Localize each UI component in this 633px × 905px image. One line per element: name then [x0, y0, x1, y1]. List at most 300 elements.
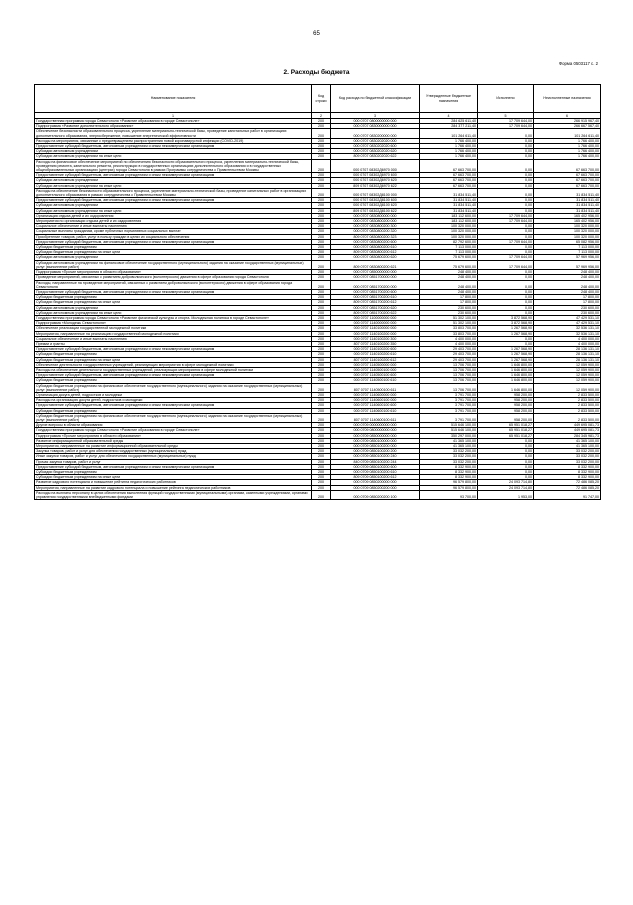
row-name-cell: Субсидии автономным учреждениям — [35, 149, 312, 154]
column-header-name: Наименование показателя — [35, 85, 312, 113]
row-approved-cell: 1 766 400,00 — [420, 149, 478, 154]
table-row — [35, 433, 601, 438]
row-name-cell: Государственная программа города Севастополя «Развитие образования в городе Севастополе» — [35, 119, 312, 124]
row-line-code-cell: 200 — [312, 444, 331, 449]
row-name-cell: Подпрограмма «Прочие мероприятия в области образования» — [35, 270, 312, 275]
row-executed-cell: 0,00 — [478, 280, 534, 289]
row-approved-cell: 8 332 900,00 — [420, 470, 478, 475]
row-line-code-cell: 200 — [312, 289, 331, 294]
row-unexecuted-cell: 33 032 200,00 — [534, 449, 601, 454]
row-unexecuted-cell: 67 663 700,00 — [534, 159, 601, 173]
table-row — [35, 383, 601, 392]
row-line-code-cell: 200 — [312, 459, 331, 464]
row-unexecuted-cell: 67 663 700,00 — [534, 178, 601, 183]
row-unexecuted-cell: 248 400,00 — [534, 275, 601, 280]
row-name-cell: Субсидии бюджетным учреждениям на финансовое обеспечение государственного (муниципального) задания на оказание государственных (муниципальных) услуг (выполнение работ) — [35, 383, 312, 392]
row-approved-cell: 13 706 700,00 — [420, 383, 478, 392]
row-executed-cell: 958 200,00 — [478, 408, 534, 413]
row-approved-cell: 17 800,00 — [420, 295, 478, 300]
row-approved-cell: 75 679 600,00 — [420, 260, 478, 269]
row-approved-cell: 93 700,00 — [420, 490, 478, 499]
row-executed-cell: 958 200,00 — [478, 398, 534, 403]
row-unexecuted-cell: 12 059 900,00 — [534, 373, 601, 378]
row-budget-code-cell: 000 0707 08302Д8100 000 — [331, 188, 420, 197]
row-name-cell: Организация отдыха детей и их оздоровления — [35, 213, 312, 218]
table-row — [35, 413, 601, 422]
row-line-code-cell: 200 — [312, 392, 331, 397]
column-header-executed: Исполнено — [478, 85, 534, 113]
row-line-code-cell: 200 — [312, 234, 331, 239]
row-name-cell: Субсидии бюджетным учреждениям на иные цели — [35, 475, 312, 480]
row-name-cell: Мероприятия, направленные на реализацию государственной молодежной политики — [35, 331, 312, 336]
row-budget-code-cell: 000 0707 0851700000 000 — [331, 275, 420, 280]
row-executed-cell: 17 709 644,00 — [478, 213, 534, 218]
row-executed-cell: 0,00 — [478, 198, 534, 203]
row-budget-code-cell: 000 0707 08302Д8100 600 — [331, 198, 420, 203]
row-budget-code-cell: 000 0709 0850100200 240 — [331, 454, 420, 459]
row-budget-code-cell: 000 0707 1140100200 600 — [331, 347, 420, 352]
row-executed-cell: 1 646 800,00 — [478, 383, 534, 392]
column-index: 2 — [312, 113, 331, 119]
row-name-cell: Расходы на мероприятия, связанные с предотвращением распространения новой коронавирусной инфекции (COVID-2019) — [35, 138, 312, 143]
row-unexecuted-cell: 57 969 956,00 — [534, 260, 601, 269]
row-unexecuted-cell: 1 766 400,00 — [534, 144, 601, 149]
row-budget-code-cell: 000 0709 0800000000 000 — [331, 428, 420, 433]
row-budget-code-cell: 000 0707 1140500100 000 — [331, 367, 420, 372]
row-executed-cell: 0,00 — [478, 154, 534, 159]
row-name-cell: Предоставление субсидий бюджетным, автономным учреждениям и иным некоммерческим организациям — [35, 403, 312, 408]
row-name-cell: Приобретение товаров, работ, услуг в пользу граждан в целях их социального обеспечения — [35, 234, 312, 239]
row-approved-cell: 33 032 200,00 — [420, 454, 478, 459]
row-executed-cell: 0,00 — [478, 173, 534, 178]
row-unexecuted-cell: 72 486 085,20 — [534, 480, 601, 485]
row-executed-cell: 3 872 568,90 — [478, 321, 534, 326]
row-name-cell: Развитие кадрового потенциала и повышение рейтинга педагогических работников — [35, 480, 312, 485]
row-executed-cell: 0,00 — [478, 464, 534, 469]
row-budget-code-cell: 000 0707 1140500100 600 — [331, 373, 420, 378]
row-name-cell: Предоставление субсидий бюджетным, автономным учреждениям и иным некоммерческим организациям — [35, 239, 312, 244]
table-row — [35, 188, 601, 197]
row-unexecuted-cell: 4 400 000,00 — [534, 341, 601, 346]
row-line-code-cell: 200 — [312, 485, 331, 490]
row-name-cell: Подпрограмма «Прочие мероприятия в области образования» — [35, 433, 312, 438]
row-budget-code-cell: 000 0707 1140600100 610 — [331, 408, 420, 413]
row-budget-code-cell: 000 0707 1140600100 000 — [331, 398, 420, 403]
row-budget-code-cell: 807 0707 1140500100 611 — [331, 383, 420, 392]
row-unexecuted-cell: 8 332 900,00 — [534, 470, 601, 475]
row-name-cell: Обеспечение деятельности государственных учреждений, реализующих мероприятия в сфере молодежной политики — [35, 362, 312, 367]
row-unexecuted-cell: 1 766 400,00 — [534, 154, 601, 159]
row-line-code-cell: 200 — [312, 203, 331, 208]
table-row — [35, 119, 601, 124]
row-unexecuted-cell: 449 695 081,73 — [534, 423, 601, 428]
row-unexecuted-cell: 67 663 700,00 — [534, 183, 601, 188]
row-unexecuted-cell: 31 834 511,40 — [534, 203, 601, 208]
row-approved-cell: 96 579 800,00 — [420, 485, 478, 490]
row-executed-cell: 17 709 644,00 — [478, 260, 534, 269]
row-line-code-cell: 200 — [312, 347, 331, 352]
row-name-cell: Предоставление субсидий бюджетным, автономным учреждениям и иным некоммерческим организациям — [35, 347, 312, 352]
row-approved-cell: 51 302 100,00 — [420, 315, 478, 320]
row-line-code-cell: 200 — [312, 138, 331, 143]
row-approved-cell: 82 792 600,00 — [420, 239, 478, 244]
table-row — [35, 280, 601, 289]
row-name-cell: Прочая закупка товаров, работ и услуг — [35, 459, 312, 464]
row-approved-cell: 33 803 700,00 — [420, 326, 478, 331]
row-budget-code-cell: 000 0707 1140500000 000 — [331, 362, 420, 367]
row-name-cell: Закупка товаров, работ и услуг для обеспечения государственных (муниципальных) нужд — [35, 449, 312, 454]
row-approved-cell: 8 332 900,00 — [420, 464, 478, 469]
row-name-cell: Другие вопросы в области образования — [35, 423, 312, 428]
row-name-cell: Обеспечение безопасности образовательного процесса, укрепление материально-технической базы, проведение капитальных работ в организациях дополнительного образования, энергосбережение, повышение энергетической эффективности — [35, 129, 312, 138]
row-unexecuted-cell: 4 400 000,00 — [534, 336, 601, 341]
row-executed-cell: 0,00 — [478, 336, 534, 341]
row-budget-code-cell: 000 0707 0830202020 000 — [331, 138, 420, 143]
row-budget-code-cell: 809 0707 0830202020 622 — [331, 154, 420, 159]
row-unexecuted-cell: 28 136 131,10 — [534, 357, 601, 362]
row-executed-cell: 17 709 644,00 — [478, 255, 534, 260]
row-budget-code-cell: 000 0709 0850100200 610 — [331, 470, 420, 475]
row-executed-cell: 958 200,00 — [478, 403, 534, 408]
column-index: 3 — [331, 113, 420, 119]
row-approved-cell: 100 320 000,00 — [420, 234, 478, 239]
row-approved-cell: 13 706 700,00 — [420, 373, 478, 378]
row-executed-cell: 0,00 — [478, 178, 534, 183]
row-executed-cell: 3 872 568,90 — [478, 315, 534, 320]
row-line-code-cell: 200 — [312, 149, 331, 154]
row-line-code-cell: 200 — [312, 213, 331, 218]
row-name-cell: Расходы на обеспечение безопасности образовательного процесса, укрепление материально-технической базы, проведение капитальных работ в организациях дополнительного образования в рамках сотрудничества с Правительством Москвы — [35, 188, 312, 197]
row-unexecuted-cell: 1 766 400,00 — [534, 138, 601, 143]
row-name-cell: Социальное обеспечение и иные выплаты населению — [35, 224, 312, 229]
row-line-code-cell: 200 — [312, 280, 331, 289]
row-unexecuted-cell: 248 400,00 — [534, 270, 601, 275]
section-title: 2. Расходы бюджета — [283, 69, 350, 76]
table-row — [35, 124, 601, 129]
row-line-code-cell: 200 — [312, 310, 331, 315]
row-name-cell: Субсидии бюджетным учреждениям на иные цели — [35, 250, 312, 255]
row-name-cell: Предоставление субсидий бюджетным, автономным учреждениям и иным некоммерческим организациям — [35, 198, 312, 203]
table-row — [35, 398, 601, 403]
row-unexecuted-cell: 47 429 531,10 — [534, 315, 601, 320]
row-budget-code-cell: 000 0709 0850100200 600 — [331, 464, 420, 469]
row-line-code-cell: 200 — [312, 326, 331, 331]
row-unexecuted-cell: 101 264 611,40 — [534, 129, 601, 138]
table-row — [35, 260, 601, 269]
row-executed-cell: 1 267 568,90 — [478, 331, 534, 336]
row-budget-code-cell: 000 0709 0850100000 000 — [331, 438, 420, 443]
row-line-code-cell: 200 — [312, 480, 331, 485]
row-name-cell: Субсидии автономным учреждениям на финансовое обеспечение государственного (муниципального) задания на оказание государственных (муниципальных) услуг (выполнение работ) — [35, 260, 312, 269]
row-name-cell: Обеспечение реализации государственной молодежной политики — [35, 326, 312, 331]
row-name-cell: Подпрограмма «Развитие дополнительного образования» — [35, 124, 312, 129]
row-executed-cell: 17 709 644,00 — [478, 239, 534, 244]
row-unexecuted-cell: 165 402 956,00 — [534, 213, 601, 218]
row-line-code-cell: 200 — [312, 403, 331, 408]
row-unexecuted-cell: 1 766 400,00 — [534, 149, 601, 154]
row-budget-code-cell: 000 0707 0851700200 600 — [331, 289, 420, 294]
row-executed-cell: 0,00 — [478, 305, 534, 310]
row-executed-cell: 0,00 — [478, 234, 534, 239]
column-index: 6 — [534, 113, 601, 119]
table-header-row — [35, 85, 601, 113]
column-index: 5 — [478, 113, 534, 119]
row-line-code-cell: 200 — [312, 352, 331, 357]
row-approved-cell: 248 400,00 — [420, 289, 478, 294]
row-budget-code-cell: 000 0707 0800000000 000 — [331, 119, 420, 124]
row-budget-code-cell: 000 0707 1140100200 000 — [331, 331, 420, 336]
page-number: 65 — [313, 31, 320, 37]
row-executed-cell: 0,00 — [478, 245, 534, 250]
row-unexecuted-cell: 2 833 500,00 — [534, 403, 601, 408]
row-executed-cell: 0,00 — [478, 149, 534, 154]
row-line-code-cell: 200 — [312, 454, 331, 459]
row-approved-cell: 183 112 600,00 — [420, 213, 478, 218]
row-line-code-cell: 200 — [312, 321, 331, 326]
row-budget-code-cell: 000 0707 0830202020 620 — [331, 149, 420, 154]
row-unexecuted-cell: 72 486 085,20 — [534, 485, 601, 490]
row-approved-cell: 29 403 700,00 — [420, 347, 478, 352]
table-row — [35, 392, 601, 397]
row-budget-code-cell: 807 0707 1140100200 350 — [331, 341, 420, 346]
row-unexecuted-cell: 2 833 500,00 — [534, 408, 601, 413]
row-name-cell: Предоставление субсидий бюджетным, автономным учреждениям и иным некоммерческим организациям — [35, 464, 312, 469]
row-budget-code-cell: 000 0707 0830800200 300 — [331, 224, 420, 229]
row-budget-code-cell: 809 0707 0830800200 323 — [331, 234, 420, 239]
row-executed-cell: 17 709 644,00 — [478, 119, 534, 124]
row-approved-cell: 33 032 200,00 — [420, 459, 478, 464]
row-budget-code-cell: 000 0709 0850200200 100 — [331, 490, 420, 499]
column-index: 4 — [420, 113, 478, 119]
row-name-cell: Подпрограмма «Молодежь Севастополя» — [35, 321, 312, 326]
row-name-cell: Субсидии автономным учреждениям на иные цели — [35, 208, 312, 213]
row-line-code-cell: 200 — [312, 198, 331, 203]
row-approved-cell: 13 706 700,00 — [420, 367, 478, 372]
row-approved-cell: 230 600,00 — [420, 310, 478, 315]
row-unexecuted-cell: 248 400,00 — [534, 280, 601, 289]
row-line-code-cell: 200 — [312, 159, 331, 173]
column-header-line-code: Код строки — [312, 85, 331, 113]
row-unexecuted-cell: 230 600,00 — [534, 310, 601, 315]
row-budget-code-cell: 000 0707 0830202020 600 — [331, 144, 420, 149]
row-executed-cell: 0,00 — [478, 475, 534, 480]
row-unexecuted-cell: 17 800,00 — [534, 295, 601, 300]
row-executed-cell: 0,00 — [478, 470, 534, 475]
row-executed-cell: 0,00 — [478, 300, 534, 305]
row-name-cell: Мероприятия, направленные на развитие информационной образовательной среды — [35, 444, 312, 449]
row-budget-code-cell: 809 0709 0850100200 612 — [331, 475, 420, 480]
row-line-code-cell: 200 — [312, 229, 331, 234]
row-line-code-cell: 200 — [312, 129, 331, 138]
table-row — [35, 367, 601, 372]
row-line-code-cell: 200 — [312, 428, 331, 433]
row-line-code-cell: 200 — [312, 362, 331, 367]
row-name-cell: Предоставление субсидий бюджетным, автономным учреждениям и иным некоммерческим организациям — [35, 373, 312, 378]
row-budget-code-cell: 000 0707 1100000000 000 — [331, 315, 420, 320]
row-budget-code-cell: 000 0707 08302Д6970 600 — [331, 173, 420, 178]
column-header-approved: Утвержденные бюджетные назначения — [420, 85, 478, 113]
row-budget-code-cell: 000 0707 0830800200 000 — [331, 219, 420, 224]
row-budget-code-cell: 809 0707 0830800200 621 — [331, 260, 420, 269]
row-line-code-cell: 200 — [312, 178, 331, 183]
row-approved-cell: 7 113 000,00 — [420, 245, 478, 250]
row-budget-code-cell: 809 0707 0851700200 622 — [331, 310, 420, 315]
table-body — [35, 119, 601, 500]
row-line-code-cell: 200 — [312, 245, 331, 250]
row-unexecuted-cell: 91 747,00 — [534, 490, 601, 499]
row-name-cell: Государственная программа города Севастополя «Развитие физической культуры и спорта. Молодежная политика в городе Севастополе» — [35, 315, 312, 320]
row-approved-cell: 3 791 700,00 — [420, 413, 478, 422]
row-budget-code-cell: 000 0707 1140100000 000 — [331, 326, 420, 331]
row-name-cell: Расходы, направленные на проведение мероприятий, связанных с развитием добровольческого (волонтерского) движения в сфере образования города Севастополя — [35, 280, 312, 289]
row-approved-cell: 3 791 700,00 — [420, 398, 478, 403]
row-executed-cell: 0,00 — [478, 224, 534, 229]
form-reference: Форма 0503117 с. 2 — [558, 61, 598, 66]
row-line-code-cell: 200 — [312, 154, 331, 159]
row-name-cell: Субсидии автономным учреждениям на иные цели — [35, 310, 312, 315]
row-approved-cell: 29 403 700,00 — [420, 357, 478, 362]
row-executed-cell: 0,00 — [478, 129, 534, 138]
row-executed-cell: 958 200,00 — [478, 392, 534, 397]
row-approved-cell: 183 112 600,00 — [420, 219, 478, 224]
row-unexecuted-cell: 2 833 500,00 — [534, 413, 601, 422]
row-name-cell: Социальное обеспечение и иные выплаты населению — [35, 336, 312, 341]
row-budget-code-cell: 000 0707 0830800000 000 — [331, 213, 420, 218]
row-approved-cell: 1 766 400,00 — [420, 144, 478, 149]
row-budget-code-cell: 000 0709 0850100200 000 — [331, 444, 420, 449]
row-approved-cell: 100 320 000,00 — [420, 229, 478, 234]
row-budget-code-cell: 809 0707 08302Д6970 622 — [331, 183, 420, 188]
table-row — [35, 362, 601, 367]
row-budget-code-cell: 000 0707 1140000000 000 — [331, 321, 420, 326]
row-approved-cell: 101 264 611,40 — [420, 129, 478, 138]
row-budget-code-cell: 000 0709 0850200200 000 — [331, 485, 420, 490]
table-row — [35, 403, 601, 408]
row-line-code-cell: 200 — [312, 208, 331, 213]
row-line-code-cell: 200 — [312, 464, 331, 469]
row-executed-cell: 1 646 800,00 — [478, 378, 534, 383]
column-header-budget-code: Код расхода по бюджетной классификации — [331, 85, 420, 113]
row-name-cell: Субсидии бюджетным учреждениям — [35, 378, 312, 383]
row-unexecuted-cell: 28 136 131,10 — [534, 347, 601, 352]
row-line-code-cell: 200 — [312, 255, 331, 260]
row-budget-code-cell: 000 0709 0000000000 000 — [331, 423, 420, 428]
row-name-cell: Расходы на выплаты персоналу в целях обеспечения выполнения функций государственными (муниципальными) органами, казенными учреждениями, органами управления государственными внебюджетными фондами — [35, 490, 312, 499]
row-executed-cell: 65 951 018,27 — [478, 428, 534, 433]
table-row — [35, 357, 601, 362]
row-budget-code-cell: 000 0709 0850000000 000 — [331, 433, 420, 438]
row-approved-cell: 31 834 511,40 — [420, 203, 478, 208]
row-budget-code-cell: 000 0707 1140600100 600 — [331, 403, 420, 408]
row-executed-cell: 24 093 714,80 — [478, 480, 534, 485]
row-line-code-cell: 200 — [312, 250, 331, 255]
expenses-table — [34, 84, 601, 500]
row-approved-cell: 3 791 700,00 — [420, 403, 478, 408]
row-budget-code-cell: 807 0707 1140100200 612 — [331, 357, 420, 362]
row-approved-cell: 515 646 100,00 — [420, 423, 478, 428]
row-name-cell: Субсидии автономным учреждениям — [35, 178, 312, 183]
row-line-code-cell: 200 — [312, 144, 331, 149]
row-unexecuted-cell: 7 113 000,00 — [534, 245, 601, 250]
row-name-cell: Субсидии автономным учреждениям на иные цели — [35, 154, 312, 159]
row-approved-cell: 1 766 400,00 — [420, 154, 478, 159]
row-approved-cell: 41 365 100,00 — [420, 438, 478, 443]
row-line-code-cell: 200 — [312, 183, 331, 188]
row-line-code-cell: 200 — [312, 398, 331, 403]
row-unexecuted-cell: 7 113 000,00 — [534, 250, 601, 255]
row-executed-cell: 0,00 — [478, 138, 534, 143]
row-approved-cell: 31 834 511,40 — [420, 188, 478, 197]
row-approved-cell: 4 400 000,00 — [420, 336, 478, 341]
table-row — [35, 315, 601, 320]
row-name-cell: Субсидии бюджетным учреждениям — [35, 408, 312, 413]
row-executed-cell: 0,00 — [478, 449, 534, 454]
row-budget-code-cell: 000 0707 0830200000 000 — [331, 129, 420, 138]
row-name-cell: Субсидии бюджетным учреждениям — [35, 470, 312, 475]
row-unexecuted-cell: 8 332 900,00 — [534, 475, 601, 480]
row-executed-cell: 0,00 — [478, 250, 534, 255]
row-approved-cell: 13 706 700,00 — [420, 362, 478, 367]
row-budget-code-cell: 000 0709 0850100200 200 — [331, 449, 420, 454]
row-name-cell: Расходы на обеспечение деятельности государственных учреждений, реализующих мероприятия в сфере молодежной политики — [35, 367, 312, 372]
row-unexecuted-cell: 266 915 967,40 — [534, 119, 601, 124]
row-budget-code-cell: 000 0707 0850000000 000 — [331, 270, 420, 275]
row-line-code-cell: 200 — [312, 378, 331, 383]
row-approved-cell: 17 800,00 — [420, 300, 478, 305]
table-row — [35, 490, 601, 499]
row-unexecuted-cell: 67 663 700,00 — [534, 173, 601, 178]
row-unexecuted-cell: 165 402 956,00 — [534, 219, 601, 224]
row-approved-cell: 33 032 200,00 — [420, 449, 478, 454]
row-line-code-cell: 200 — [312, 295, 331, 300]
row-approved-cell: 51 302 100,00 — [420, 321, 478, 326]
row-budget-code-cell: 809 0707 0830800200 612 — [331, 250, 420, 255]
row-name-cell: Мероприятия, направленные на развитие кадрового потенциала и повышение рейтинга педагогических работников — [35, 485, 312, 490]
row-line-code-cell: 200 — [312, 433, 331, 438]
row-executed-cell: 0,00 — [478, 188, 534, 197]
row-name-cell: Субсидии автономным учреждениям — [35, 305, 312, 310]
row-approved-cell: 7 113 000,00 — [420, 250, 478, 255]
row-name-cell: Предоставление субсидий бюджетным, автономным учреждениям и иным некоммерческим организациям — [35, 289, 312, 294]
row-executed-cell: 0,00 — [478, 159, 534, 173]
row-budget-code-cell: 000 0707 0830800200 600 — [331, 239, 420, 244]
row-line-code-cell: 200 — [312, 367, 331, 372]
row-unexecuted-cell: 32 536 131,10 — [534, 326, 601, 331]
row-budget-code-cell: 000 0707 0851700200 000 — [331, 280, 420, 289]
row-executed-cell: 0,00 — [478, 270, 534, 275]
row-unexecuted-cell: 8 332 900,00 — [534, 464, 601, 469]
table-row — [35, 480, 601, 485]
row-name-cell: Развитие информационной образовательной среды — [35, 438, 312, 443]
row-executed-cell: 1 646 800,00 — [478, 373, 534, 378]
row-line-code-cell: 200 — [312, 408, 331, 413]
row-line-code-cell: 200 — [312, 475, 331, 480]
row-line-code-cell: 200 — [312, 300, 331, 305]
row-approved-cell: 248 400,00 — [420, 275, 478, 280]
row-executed-cell: 0,00 — [478, 275, 534, 280]
row-approved-cell: 29 403 700,00 — [420, 352, 478, 357]
row-executed-cell: 958 200,00 — [478, 413, 534, 422]
row-unexecuted-cell: 41 365 100,00 — [534, 444, 601, 449]
row-unexecuted-cell: 2 833 500,00 — [534, 398, 601, 403]
row-line-code-cell: 200 — [312, 124, 331, 129]
row-executed-cell: 0,00 — [478, 229, 534, 234]
row-line-code-cell: 200 — [312, 119, 331, 124]
row-approved-cell: 75 679 600,00 — [420, 255, 478, 260]
row-executed-cell: 1 267 568,90 — [478, 347, 534, 352]
row-line-code-cell: 200 — [312, 438, 331, 443]
row-executed-cell: 0,00 — [478, 144, 534, 149]
